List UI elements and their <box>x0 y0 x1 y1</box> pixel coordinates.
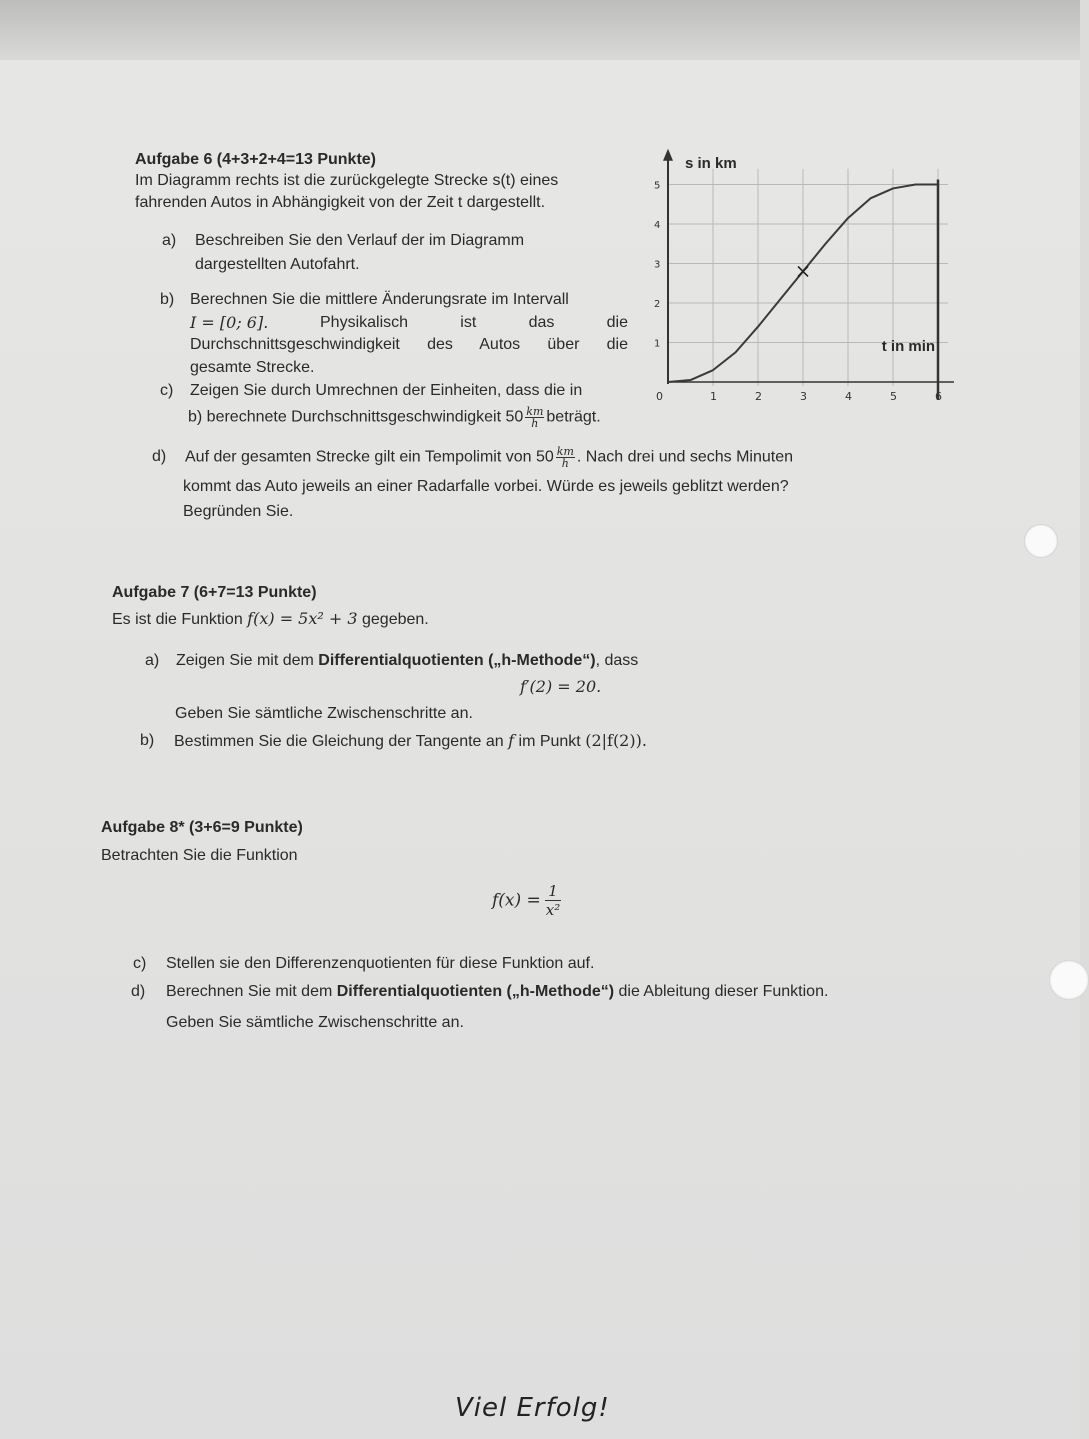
task7b-f: f <box>508 731 515 750</box>
word-physikalisch: Physikalisch <box>320 314 409 331</box>
task7b-label: b) <box>140 732 155 749</box>
punch-hole-top <box>1024 524 1058 558</box>
task7a-bold: Differentialquotienten („h-Methode“) <box>318 652 596 669</box>
y-tick-label: 5 <box>654 180 661 192</box>
y-tick-label: 1 <box>654 338 661 350</box>
task8d-line2: Geben Sie sämtliche Zwischenschritte an. <box>166 1014 464 1031</box>
word-das: das <box>528 314 555 331</box>
task6b-label: b) <box>160 291 175 308</box>
task7-intro-text: Es ist die Funktion <box>112 611 248 628</box>
task6-intro-line2: fahrenden Autos in Abhängigkeit von der Zeit t dargestellt. <box>135 194 546 211</box>
y-axis-label: s in km <box>685 154 737 172</box>
unit-denominator: h <box>531 417 539 430</box>
task7-title: Aufgabe 7 (6+7=13 Punkte) <box>112 584 317 601</box>
task6d-label: d) <box>152 448 167 465</box>
task6b-line4: gesamte Strecke. <box>190 359 315 376</box>
task8c-label: c) <box>133 955 147 972</box>
x-axis-label: t in min <box>881 338 936 356</box>
interval-expression: I = [0; 6]. <box>190 313 269 332</box>
x-tick-label: 6 <box>935 390 942 403</box>
task8-intro: Betrachten Sie die Funktion <box>101 847 298 864</box>
task7-intro <box>112 608 429 631</box>
unit-km-per-h-2 <box>556 446 575 469</box>
task8-formula-fraction <box>545 882 561 919</box>
task8-title: Aufgabe 8* (3+6=9 Punkte) <box>101 819 303 836</box>
task8d-end: die Ableitung dieser Funktion. <box>614 983 829 1000</box>
y-tick-label: 3 <box>654 259 661 271</box>
y-axis-arrow <box>663 149 673 161</box>
task7a-text: Zeigen Sie mit dem <box>176 652 319 669</box>
task6b-line3: Durchschnittsgeschwindigkeit des Autos über die <box>190 336 628 353</box>
task6c-line2 <box>188 406 601 429</box>
task8-formula <box>492 882 561 919</box>
x-tick-label: 5 <box>890 390 897 403</box>
task8d-bold: Differentialquotienten („h-Methode“) <box>336 983 615 1000</box>
word-ist: ist <box>460 314 477 331</box>
task6c-line2-end: beträgt. <box>546 408 601 426</box>
task8c-line1: Stellen sie den Differenzenquotienten für diese Funktion auf. <box>166 955 595 972</box>
page-top-shadow <box>0 0 1080 60</box>
task7-intro-end: gegeben. <box>357 611 429 628</box>
task6-title: Aufgabe 6 (4+3+2+4=13 Punkte) <box>135 151 376 168</box>
y-tick-label: 4 <box>654 220 661 231</box>
task7a-line1 <box>176 650 638 672</box>
task7a-label: a) <box>145 652 160 669</box>
task7a-line2: Geben Sie sämtliche Zwischenschritte an. <box>175 705 473 722</box>
task6c-line2-text: b) berechnete Durchschnittsgeschwindigkeit 50 <box>188 408 524 426</box>
unit-numerator: km <box>556 445 574 458</box>
task8-formula-lhs: f(x) = <box>492 890 541 911</box>
task7b-line1 <box>174 730 647 753</box>
task6d-line3: Begründen Sie. <box>183 503 294 520</box>
task6b-line2-words <box>320 312 628 334</box>
task6-intro-line1: Im Diagramm rechts ist die zurückgelegte Strecke s(t) eines <box>135 172 559 189</box>
task8d-line1 <box>166 981 828 1003</box>
punch-hole-bottom <box>1049 960 1089 1000</box>
task7a-formula: f′(2) = 20. <box>520 677 602 696</box>
y-tick-label: 2 <box>654 299 661 310</box>
task6d-line1-text: Auf der gesamten Strecke gilt ein Tempolimit von 50 <box>185 448 554 466</box>
x-tick-label: 2 <box>755 390 762 403</box>
x-tick-label: 1 <box>710 390 717 403</box>
task6c-line1: Zeigen Sie durch Umrechnen der Einheiten, dass die in <box>190 382 583 399</box>
task6b-line1: Berechnen Sie die mittlere Änderungsrate im Intervall <box>190 291 569 308</box>
task6c-label: c) <box>160 382 174 399</box>
task6a-line2: dargestellten Autofahrt. <box>195 256 360 273</box>
unit-km-per-h <box>525 406 544 429</box>
task7-function: f(x) = 5x² + 3 <box>247 609 358 628</box>
unit-numerator: km <box>526 405 544 418</box>
task7b-point: (2|f(2)). <box>585 731 647 750</box>
task8d-label: d) <box>131 983 146 1000</box>
task6d-line2: kommt das Auto jeweils an einer Radarfalle vorbei. Würde es jeweils geblitzt werden? <box>183 478 789 495</box>
task7a-end: , dass <box>595 652 639 669</box>
closing-handwriting: Viel Erfolg! <box>455 1393 610 1423</box>
word-die: die <box>606 314 628 331</box>
task7b-text: Bestimmen Sie die Gleichung der Tangente an <box>174 733 509 750</box>
task6a-line1: Beschreiben Sie den Verlauf der im Diagramm <box>195 232 525 249</box>
task6d-line1-end: . Nach drei und sechs Minuten <box>576 448 794 466</box>
task8d-text: Berechnen Sie mit dem <box>166 983 337 1000</box>
distance-time-chart <box>640 145 940 410</box>
x-tick-label: 0 <box>656 390 663 403</box>
x-tick-label: 3 <box>800 390 807 403</box>
task6d-line1 <box>185 446 793 469</box>
task6b-line2 <box>190 312 628 334</box>
x-tick-label: 4 <box>845 390 852 403</box>
task7b-mid: im Punkt <box>514 733 586 750</box>
unit-denominator: h <box>561 457 569 470</box>
task8-formula-numerator: 1 <box>545 882 561 901</box>
task8-formula-denominator: x² <box>545 901 561 919</box>
task6a-label: a) <box>162 232 177 249</box>
